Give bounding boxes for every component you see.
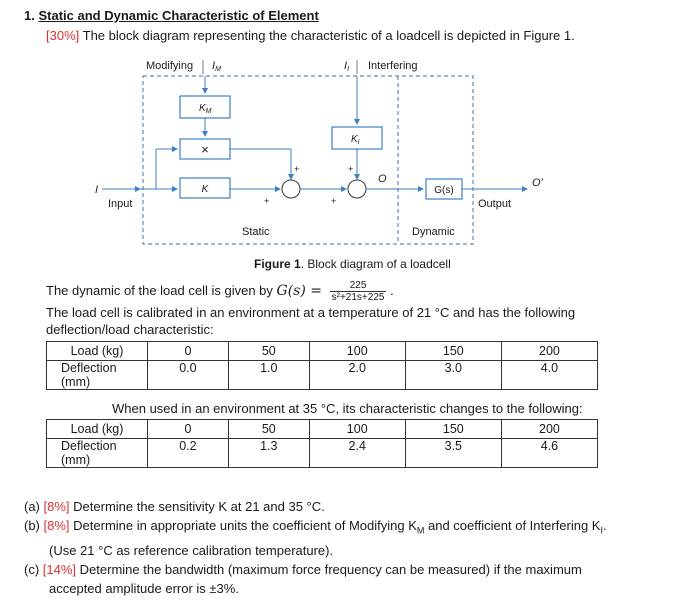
table-cell: 0 bbox=[148, 342, 229, 361]
o-label: O bbox=[378, 173, 387, 185]
deflection-header: Deflection (mm) bbox=[47, 361, 148, 390]
sum1-plus-left: + bbox=[264, 196, 270, 206]
table-cell: 150 bbox=[405, 420, 501, 439]
question-number: 1. bbox=[24, 8, 35, 23]
environment-text: When used in an environment at 35 °C, its characteristic changes to the following: bbox=[112, 401, 583, 416]
table-cell: 200 bbox=[501, 420, 597, 439]
ki-label: $K_I$ bbox=[351, 134, 360, 146]
table-cell: 0 bbox=[148, 420, 229, 439]
dynamic-line bbox=[46, 280, 394, 303]
table-cell: 4.6 bbox=[501, 439, 597, 468]
output-label: Output bbox=[478, 198, 512, 210]
table-cell: 3.0 bbox=[405, 361, 501, 390]
question-c-line2: accepted amplitude error is ±3%. bbox=[49, 580, 239, 596]
table-cell: 50 bbox=[228, 342, 309, 361]
table-cell: 150 bbox=[405, 342, 501, 361]
interfering-label: Interfering bbox=[368, 60, 418, 72]
load-header: Load (kg) bbox=[47, 420, 148, 439]
sum-junction-2 bbox=[348, 180, 366, 198]
ii-symbol: II bbox=[344, 60, 350, 73]
table-cell: 1.0 bbox=[228, 361, 309, 390]
table-cell: 100 bbox=[309, 420, 405, 439]
table-cell: 3.5 bbox=[405, 439, 501, 468]
table-cell: 50 bbox=[228, 420, 309, 439]
dynamic-lhs: G(s) = bbox=[276, 282, 323, 299]
input-label: Input bbox=[108, 198, 133, 210]
question-b-line2: (Use 21 °C as reference calibration temperature). bbox=[49, 542, 334, 558]
intro-marks: [30%] bbox=[46, 28, 80, 43]
table-cell: 100 bbox=[309, 342, 405, 361]
table-cell: 2.0 bbox=[309, 361, 405, 390]
dynamic-label: Dynamic bbox=[412, 226, 455, 238]
table-cell: 1.3 bbox=[228, 439, 309, 468]
deflection-header: Deflection (mm) bbox=[47, 439, 148, 468]
sum1-plus-top: + bbox=[294, 164, 300, 174]
question-a-marks: [8%] bbox=[43, 499, 70, 514]
o-prime-label: O' bbox=[532, 177, 543, 189]
table-35c bbox=[46, 419, 598, 468]
sum-junction-1 bbox=[282, 180, 300, 198]
tf-denominator: s²+21s+225 bbox=[331, 292, 385, 303]
sum2-plus-top: + bbox=[348, 164, 354, 174]
table-cell: 4.0 bbox=[501, 361, 597, 390]
question-c: (c) [14%] Determine the bandwidth (maximum force frequency can be measured) if the maximum bbox=[24, 561, 582, 577]
question-b: (b) [8%] Determine in appropriate units the coefficient of Modifying $K_M$ and coefficient of Interfering $K_I$. bbox=[24, 518, 607, 536]
block-diagram bbox=[0, 0, 700, 280]
question-c-marks: [14%] bbox=[42, 561, 77, 577]
table-cell: 0.0 bbox=[148, 361, 229, 390]
im-symbol: IM bbox=[212, 60, 221, 73]
tf-numerator: 225 bbox=[330, 280, 387, 292]
dynamic-text: The dynamic of the load cell is given by bbox=[46, 282, 273, 298]
table-cell: 200 bbox=[501, 342, 597, 361]
km-label: $K_M$ bbox=[199, 103, 212, 115]
intro-body: The block diagram representing the characteristic of a loadcell is depicted in Figure 1. bbox=[82, 28, 575, 43]
transfer-function bbox=[330, 280, 387, 303]
figure-caption: Figure 1. Block diagram of a loadcell bbox=[254, 257, 451, 271]
calibration-line-1: The load cell is calibrated in an environment at a temperature of 21 °C and has the following bbox=[46, 305, 576, 320]
input-symbol: I bbox=[95, 184, 99, 196]
multiply-symbol: × bbox=[201, 142, 209, 157]
gs-label: G(s) bbox=[434, 185, 454, 196]
static-label: Static bbox=[242, 226, 270, 238]
question-a: (a) [8%] Determine the sensitivity K at 21 and 35 °C. bbox=[24, 499, 325, 514]
table-cell: 2.4 bbox=[309, 439, 405, 468]
table-cell: 0.2 bbox=[148, 439, 229, 468]
sum2-plus-left: + bbox=[331, 196, 337, 206]
table-row bbox=[47, 342, 598, 361]
question-title: Static and Dynamic Characteristic of Element bbox=[38, 8, 319, 23]
question-b-marks: [8%] bbox=[43, 518, 70, 533]
question-list bbox=[24, 497, 694, 598]
load-header: Load (kg) bbox=[47, 342, 148, 361]
calibration-line-2: deflection/load characteristic: bbox=[46, 322, 214, 337]
modifying-label: Modifying bbox=[146, 60, 194, 72]
table-row bbox=[47, 420, 598, 439]
table-21c bbox=[46, 341, 598, 390]
dynamic-period: . bbox=[390, 282, 394, 298]
k-label: K bbox=[201, 184, 209, 195]
